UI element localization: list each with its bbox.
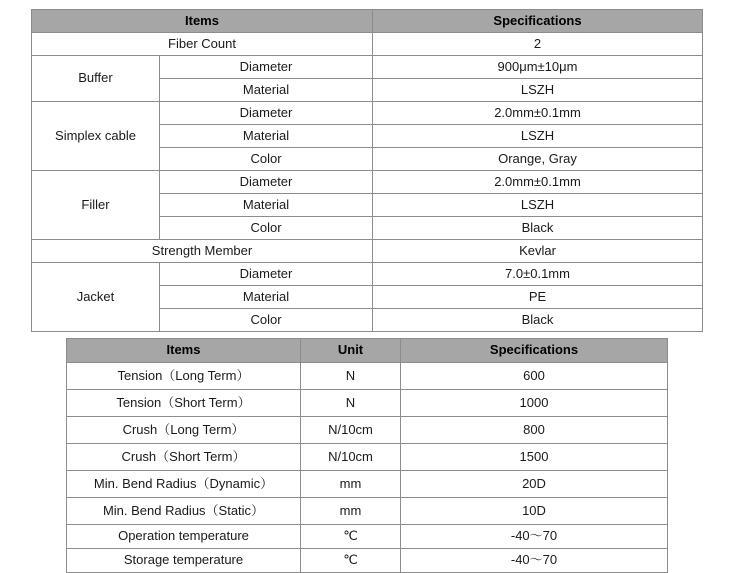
row-spec-value: LSZH xyxy=(373,125,703,148)
row-spec-value: 20D xyxy=(401,471,668,498)
row-unit-value: N xyxy=(301,390,401,417)
table-row xyxy=(32,56,703,79)
column-header-items: Items xyxy=(32,10,373,33)
table-row xyxy=(67,390,668,417)
row-item-label: Tension（Short Term） xyxy=(67,390,301,417)
table-row xyxy=(67,498,668,525)
row-item-label: Diameter xyxy=(160,102,373,125)
column-header-specifications: Specifications xyxy=(373,10,703,33)
row-spec-value: 7.0±0.1mm xyxy=(373,263,703,286)
table-row xyxy=(67,471,668,498)
row-spec-value: LSZH xyxy=(373,79,703,102)
row-item-label: Material xyxy=(160,79,373,102)
row-unit-value: N xyxy=(301,363,401,390)
row-item-label: Material xyxy=(160,194,373,217)
row-spec-value: -40～70 xyxy=(401,525,668,549)
row-item-label: Crush（Long Term） xyxy=(67,417,301,444)
row-spec-value: Orange, Gray xyxy=(373,148,703,171)
column-header-unit: Unit xyxy=(301,339,401,363)
table-row xyxy=(67,417,668,444)
row-unit-value: mm xyxy=(301,498,401,525)
row-item-label: Strength Member xyxy=(32,240,373,263)
table-row xyxy=(67,444,668,471)
table-row xyxy=(67,363,668,390)
row-item-label: Color xyxy=(160,148,373,171)
row-spec-value: 10D xyxy=(401,498,668,525)
table-row xyxy=(32,102,703,125)
row-spec-value: 2 xyxy=(373,33,703,56)
row-item-label: Min. Bend Radius（Dynamic） xyxy=(67,471,301,498)
row-item-label: Storage temperature xyxy=(67,549,301,573)
mechanical-properties-table xyxy=(66,338,668,573)
row-item-label: Diameter xyxy=(160,171,373,194)
table-row xyxy=(67,525,668,549)
row-spec-value: LSZH xyxy=(373,194,703,217)
cable-construction-table xyxy=(31,9,703,332)
row-item-label: Operation temperature xyxy=(67,525,301,549)
row-spec-value: 600 xyxy=(401,363,668,390)
row-group-label: Simplex cable xyxy=(32,102,160,171)
table-row xyxy=(32,171,703,194)
table-row xyxy=(32,240,703,263)
row-unit-value: ℃ xyxy=(301,525,401,549)
row-item-label: Diameter xyxy=(160,263,373,286)
column-header-items: Items xyxy=(67,339,301,363)
row-spec-value: PE xyxy=(373,286,703,309)
row-spec-value: Black xyxy=(373,309,703,332)
row-item-label: Color xyxy=(160,309,373,332)
row-group-label: Jacket xyxy=(32,263,160,332)
row-unit-value: N/10cm xyxy=(301,444,401,471)
row-item-label: Color xyxy=(160,217,373,240)
column-header-specifications: Specifications xyxy=(401,339,668,363)
row-unit-value: ℃ xyxy=(301,549,401,573)
table-row xyxy=(32,33,703,56)
row-item-label: Material xyxy=(160,286,373,309)
table-row xyxy=(67,549,668,573)
row-spec-value: Kevlar xyxy=(373,240,703,263)
row-item-label: Fiber Count xyxy=(32,33,373,56)
row-spec-value: 900μm±10μm xyxy=(373,56,703,79)
row-unit-value: N/10cm xyxy=(301,417,401,444)
row-spec-value: 2.0mm±0.1mm xyxy=(373,171,703,194)
row-item-label: Min. Bend Radius（Static） xyxy=(67,498,301,525)
table-header-row xyxy=(32,10,703,33)
row-spec-value: 2.0mm±0.1mm xyxy=(373,102,703,125)
row-group-label: Buffer xyxy=(32,56,160,102)
row-spec-value: 1000 xyxy=(401,390,668,417)
row-item-label: Crush（Short Term） xyxy=(67,444,301,471)
row-item-label: Tension（Long Term） xyxy=(67,363,301,390)
table-row xyxy=(32,263,703,286)
table-header-row xyxy=(67,339,668,363)
row-unit-value: mm xyxy=(301,471,401,498)
row-item-label: Material xyxy=(160,125,373,148)
row-item-label: Diameter xyxy=(160,56,373,79)
row-spec-value: 800 xyxy=(401,417,668,444)
row-spec-value: -40～70 xyxy=(401,549,668,573)
row-spec-value: Black xyxy=(373,217,703,240)
row-group-label: Filler xyxy=(32,171,160,240)
row-spec-value: 1500 xyxy=(401,444,668,471)
